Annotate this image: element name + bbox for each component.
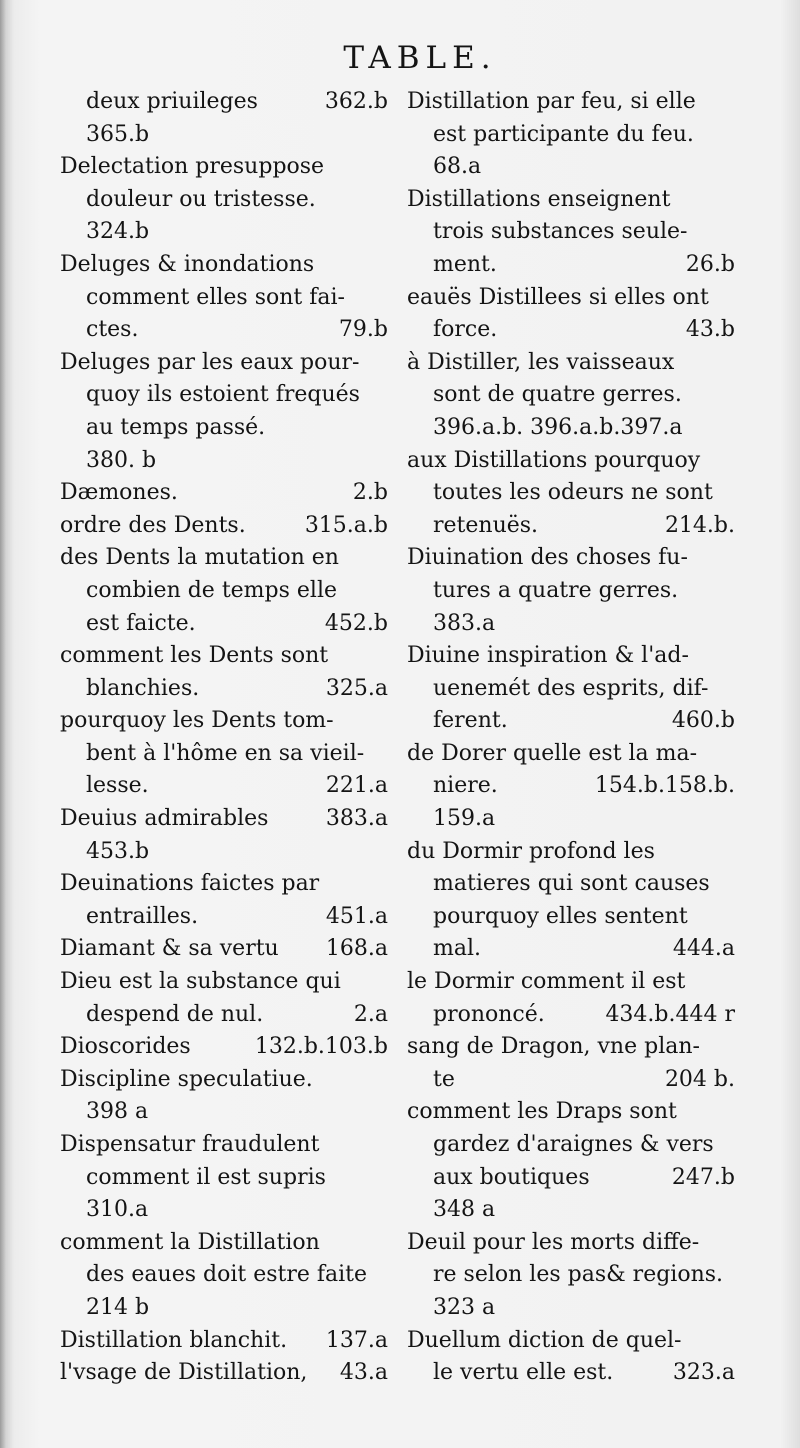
page-reference: 154.b.158.b. bbox=[594, 773, 735, 799]
index-text: l'vsage de Distillation, bbox=[60, 1360, 308, 1386]
index-text: uenemét des esprits, dif- bbox=[433, 675, 709, 701]
index-text: tures a quatre gerres. bbox=[433, 577, 679, 603]
index-text: prononcé. bbox=[433, 1001, 545, 1027]
page-reference: 323.a bbox=[672, 1360, 735, 1386]
index-line bbox=[60, 347, 388, 380]
index-line bbox=[60, 1325, 388, 1358]
index-text: 310.a bbox=[86, 1197, 149, 1223]
index-line bbox=[60, 282, 388, 315]
index-text: Diuine inspiration & l'ad- bbox=[407, 643, 689, 669]
index-line bbox=[60, 412, 388, 445]
index-line bbox=[407, 608, 735, 641]
index-text: force. bbox=[433, 317, 498, 343]
index-line bbox=[60, 1031, 388, 1064]
index-line bbox=[60, 119, 388, 152]
index-line bbox=[407, 999, 735, 1032]
index-text: 68.a bbox=[433, 154, 482, 180]
index-entry bbox=[60, 966, 388, 1031]
index-text: deux priuileges bbox=[86, 89, 258, 114]
index-line bbox=[60, 1259, 388, 1292]
index-line bbox=[407, 1292, 735, 1325]
index-line bbox=[60, 1292, 388, 1325]
index-line bbox=[407, 216, 735, 249]
page-reference: 452.b bbox=[324, 610, 388, 636]
index-line bbox=[407, 542, 735, 575]
index-line bbox=[407, 933, 735, 966]
index-line bbox=[60, 314, 388, 347]
index-text: au temps passé. bbox=[86, 414, 266, 440]
index-entry bbox=[407, 347, 735, 445]
index-line bbox=[407, 1227, 735, 1260]
index-entry bbox=[60, 1129, 388, 1227]
index-entry bbox=[407, 836, 735, 966]
index-text: est participante du feu. bbox=[433, 121, 694, 147]
index-entry bbox=[60, 510, 388, 543]
index-text: comment la Distillation bbox=[60, 1229, 320, 1255]
index-line bbox=[407, 1096, 735, 1129]
index-text: 324.b bbox=[86, 219, 150, 245]
page-reference: 444.a bbox=[672, 936, 735, 962]
index-entry bbox=[60, 86, 388, 151]
index-line bbox=[407, 770, 735, 803]
index-line bbox=[60, 184, 388, 217]
index-line bbox=[407, 673, 735, 706]
page-reference: 383.a bbox=[325, 806, 388, 832]
index-text: Distillation blanchit. bbox=[60, 1327, 288, 1353]
index-text: niere. bbox=[433, 773, 498, 799]
index-text: de Dorer quelle est la ma- bbox=[407, 740, 698, 766]
index-entry bbox=[60, 640, 388, 705]
index-line bbox=[60, 477, 388, 510]
index-entry bbox=[407, 640, 735, 738]
index-entry bbox=[60, 542, 388, 640]
index-text: Deuius admirables bbox=[60, 806, 269, 832]
index-text: comment il est supris bbox=[86, 1164, 326, 1190]
index-line bbox=[407, 347, 735, 380]
index-line bbox=[407, 314, 735, 347]
index-entry bbox=[60, 1064, 388, 1129]
index-line bbox=[60, 608, 388, 641]
index-line bbox=[407, 575, 735, 608]
index-entry bbox=[60, 1357, 388, 1390]
page-reference: 315.a.b bbox=[304, 512, 388, 538]
page-reference: 325.a bbox=[325, 675, 388, 701]
index-text: gardez d'araignes & vers bbox=[433, 1132, 714, 1157]
index-entry bbox=[407, 738, 735, 836]
index-text: te bbox=[433, 1066, 455, 1092]
index-line bbox=[407, 510, 735, 543]
index-entry bbox=[60, 347, 388, 477]
index-line bbox=[407, 705, 735, 738]
page-reference: 43.b bbox=[685, 317, 735, 343]
index-line bbox=[60, 1064, 388, 1097]
index-text: ctes. bbox=[86, 317, 139, 343]
index-entry bbox=[407, 1096, 735, 1226]
index-line bbox=[407, 379, 735, 412]
index-entry bbox=[407, 1227, 735, 1325]
index-line bbox=[60, 803, 388, 836]
index-line bbox=[60, 770, 388, 803]
index-line bbox=[60, 836, 388, 869]
index-line bbox=[60, 1227, 388, 1260]
index-line bbox=[407, 119, 735, 152]
index-line bbox=[407, 1194, 735, 1227]
index-text: ordre des Dents. bbox=[60, 512, 246, 538]
index-entry bbox=[60, 151, 388, 249]
index-text: retenuës. bbox=[433, 512, 539, 538]
index-entry bbox=[60, 705, 388, 803]
index-text: 396.a.b. 396.a.b.397.a bbox=[433, 414, 683, 440]
index-line bbox=[60, 738, 388, 771]
index-entry bbox=[60, 249, 388, 347]
page-reference: 26.b bbox=[685, 251, 735, 277]
index-entry bbox=[407, 542, 735, 640]
index-text: Distillation par feu, si elle bbox=[407, 89, 696, 114]
index-text: lesse. bbox=[86, 773, 149, 799]
index-entry bbox=[60, 477, 388, 510]
page-reference: 204 b. bbox=[664, 1066, 735, 1092]
index-line bbox=[407, 1129, 735, 1162]
index-line bbox=[407, 1259, 735, 1292]
index-line bbox=[60, 966, 388, 999]
index-text: Duellum diction de quel- bbox=[407, 1327, 682, 1353]
index-text: aux Distillations pourquoy bbox=[407, 447, 701, 473]
page-reference: 214.b. bbox=[664, 512, 735, 538]
index-text: Dieu est la substance qui bbox=[60, 969, 341, 995]
index-line bbox=[60, 249, 388, 282]
index-line bbox=[407, 868, 735, 901]
index-text: entrailles. bbox=[86, 903, 199, 929]
index-line bbox=[407, 1064, 735, 1097]
index-text: combien de temps elle bbox=[86, 577, 338, 603]
index-text: 453.b bbox=[86, 838, 150, 864]
index-text: des Dents la mutation en bbox=[60, 545, 339, 571]
index-line bbox=[60, 151, 388, 184]
index-entry bbox=[407, 86, 735, 184]
index-text: des eaues doit estre faite bbox=[86, 1262, 368, 1288]
page-reference: 79.b bbox=[338, 317, 388, 343]
index-line bbox=[60, 705, 388, 738]
index-line bbox=[60, 379, 388, 412]
index-line bbox=[60, 86, 388, 119]
index-line bbox=[60, 999, 388, 1032]
index-text: 380. b bbox=[86, 447, 157, 473]
index-text: pourquoy elles sentent bbox=[433, 903, 688, 929]
index-column-right bbox=[407, 86, 735, 1390]
index-line bbox=[407, 803, 735, 836]
page-reference: 460.b bbox=[671, 708, 735, 734]
index-text: eauës Distillees si elles ont bbox=[407, 284, 709, 310]
index-text: Dæmones. bbox=[60, 480, 178, 506]
index-text: despend de nul. bbox=[86, 1001, 264, 1027]
index-entry bbox=[407, 445, 735, 543]
index-text: re selon les pas& regions. bbox=[433, 1262, 724, 1288]
index-text: mal. bbox=[433, 936, 482, 962]
index-text: Delectation presuppose bbox=[60, 154, 325, 180]
index-line bbox=[407, 151, 735, 184]
index-line bbox=[407, 412, 735, 445]
index-text: comment les Dents sont bbox=[60, 643, 329, 669]
index-text: Distillations enseignent bbox=[407, 186, 671, 212]
index-line bbox=[407, 738, 735, 771]
page-title: TABLE. bbox=[343, 40, 497, 76]
index-text: le vertu elle est. bbox=[433, 1360, 614, 1386]
index-text: est faicte. bbox=[86, 610, 196, 636]
index-entry bbox=[407, 1325, 735, 1390]
index-text: comment elles sont fai- bbox=[86, 284, 345, 310]
index-text: Diamant & sa vertu bbox=[60, 936, 279, 962]
index-line bbox=[407, 282, 735, 315]
index-line bbox=[60, 510, 388, 543]
index-text: trois substances seule- bbox=[433, 219, 688, 245]
index-text: à Distiller, les vaisseaux bbox=[407, 349, 675, 375]
page-reference: 247.b bbox=[671, 1164, 735, 1190]
index-text: Dispensatur fraudulent bbox=[60, 1132, 320, 1157]
page-reference: 137.a bbox=[325, 1327, 388, 1353]
index-line bbox=[60, 1194, 388, 1227]
index-line bbox=[407, 836, 735, 869]
page-reference: 2.a bbox=[353, 1001, 388, 1027]
index-text: sont de quatre gerres. bbox=[433, 382, 682, 408]
index-entry bbox=[60, 868, 388, 933]
index-text: ferent. bbox=[433, 708, 508, 734]
index-text: comment les Draps sont bbox=[407, 1099, 677, 1125]
index-entry bbox=[60, 1227, 388, 1325]
index-line bbox=[60, 1357, 388, 1390]
index-line bbox=[407, 1325, 735, 1358]
index-text: douleur ou tristesse. bbox=[86, 186, 316, 212]
index-text: Dioscorides bbox=[60, 1034, 191, 1060]
index-line bbox=[407, 86, 735, 119]
index-text: matieres qui sont causes bbox=[433, 871, 710, 897]
index-line bbox=[60, 542, 388, 575]
index-line bbox=[407, 249, 735, 282]
index-line bbox=[60, 575, 388, 608]
page-reference: 451.a bbox=[325, 903, 388, 929]
page-reference: 434.b.444 r bbox=[605, 1001, 735, 1027]
index-entry bbox=[60, 803, 388, 868]
index-line bbox=[60, 673, 388, 706]
index-line bbox=[60, 640, 388, 673]
index-text: 365.b bbox=[86, 121, 150, 147]
index-text: pourquoy les Dents tom- bbox=[60, 708, 334, 734]
page-reference: 132.b.103.b bbox=[254, 1034, 388, 1060]
index-text: 214 b bbox=[86, 1294, 150, 1320]
index-line bbox=[60, 901, 388, 934]
index-line bbox=[407, 1357, 735, 1390]
index-entry bbox=[407, 966, 735, 1031]
index-line bbox=[407, 1162, 735, 1195]
page-reference: 362.b bbox=[324, 89, 388, 114]
index-entry bbox=[60, 933, 388, 966]
index-entry bbox=[407, 184, 735, 282]
index-line bbox=[60, 445, 388, 478]
index-line bbox=[407, 901, 735, 934]
index-text: Diuination des choses fu- bbox=[407, 545, 688, 571]
index-text: Deuil pour les morts diffe- bbox=[407, 1229, 700, 1255]
index-column-left bbox=[60, 86, 388, 1390]
index-text: 383.a bbox=[433, 610, 496, 636]
index-line bbox=[407, 445, 735, 478]
index-text: sang de Dragon, vne plan- bbox=[407, 1034, 700, 1060]
page-reference: 43.a bbox=[339, 1360, 388, 1386]
index-text: 348 a bbox=[433, 1197, 496, 1223]
index-entry bbox=[60, 1031, 388, 1064]
index-line bbox=[407, 477, 735, 510]
index-line bbox=[60, 868, 388, 901]
index-text: Deluges par les eaux pour- bbox=[60, 349, 360, 375]
index-text: bent à l'hôme en sa vieil- bbox=[86, 740, 365, 766]
index-text: aux boutiques bbox=[433, 1164, 590, 1190]
index-text: 323 a bbox=[433, 1294, 496, 1320]
index-text: du Dormir profond les bbox=[407, 838, 655, 864]
index-entry bbox=[60, 1325, 388, 1358]
index-text: quoy ils estoient frequés bbox=[86, 382, 360, 408]
index-line bbox=[60, 216, 388, 249]
index-text: 398 a bbox=[86, 1099, 149, 1125]
index-text: toutes les odeurs ne sont bbox=[433, 480, 713, 506]
page-reference: 221.a bbox=[325, 773, 388, 799]
index-text: blanchies. bbox=[86, 675, 200, 701]
index-text: Deluges & inondations bbox=[60, 251, 315, 277]
index-text: le Dormir comment il est bbox=[407, 969, 686, 995]
index-text: Deuinations faictes par bbox=[60, 871, 320, 897]
index-line bbox=[407, 966, 735, 999]
index-line bbox=[407, 640, 735, 673]
index-line bbox=[60, 1162, 388, 1195]
index-entry bbox=[407, 282, 735, 347]
page-reference: 168.a bbox=[325, 936, 388, 962]
index-line bbox=[60, 1096, 388, 1129]
index-line bbox=[407, 1031, 735, 1064]
index-line bbox=[407, 184, 735, 217]
index-line bbox=[60, 1129, 388, 1162]
index-text: 159.a bbox=[433, 806, 496, 832]
index-text: ment. bbox=[433, 251, 497, 277]
index-line bbox=[60, 933, 388, 966]
index-text: Discipline speculatiue. bbox=[60, 1066, 313, 1092]
index-entry bbox=[407, 1031, 735, 1096]
page-reference: 2.b bbox=[352, 480, 388, 506]
